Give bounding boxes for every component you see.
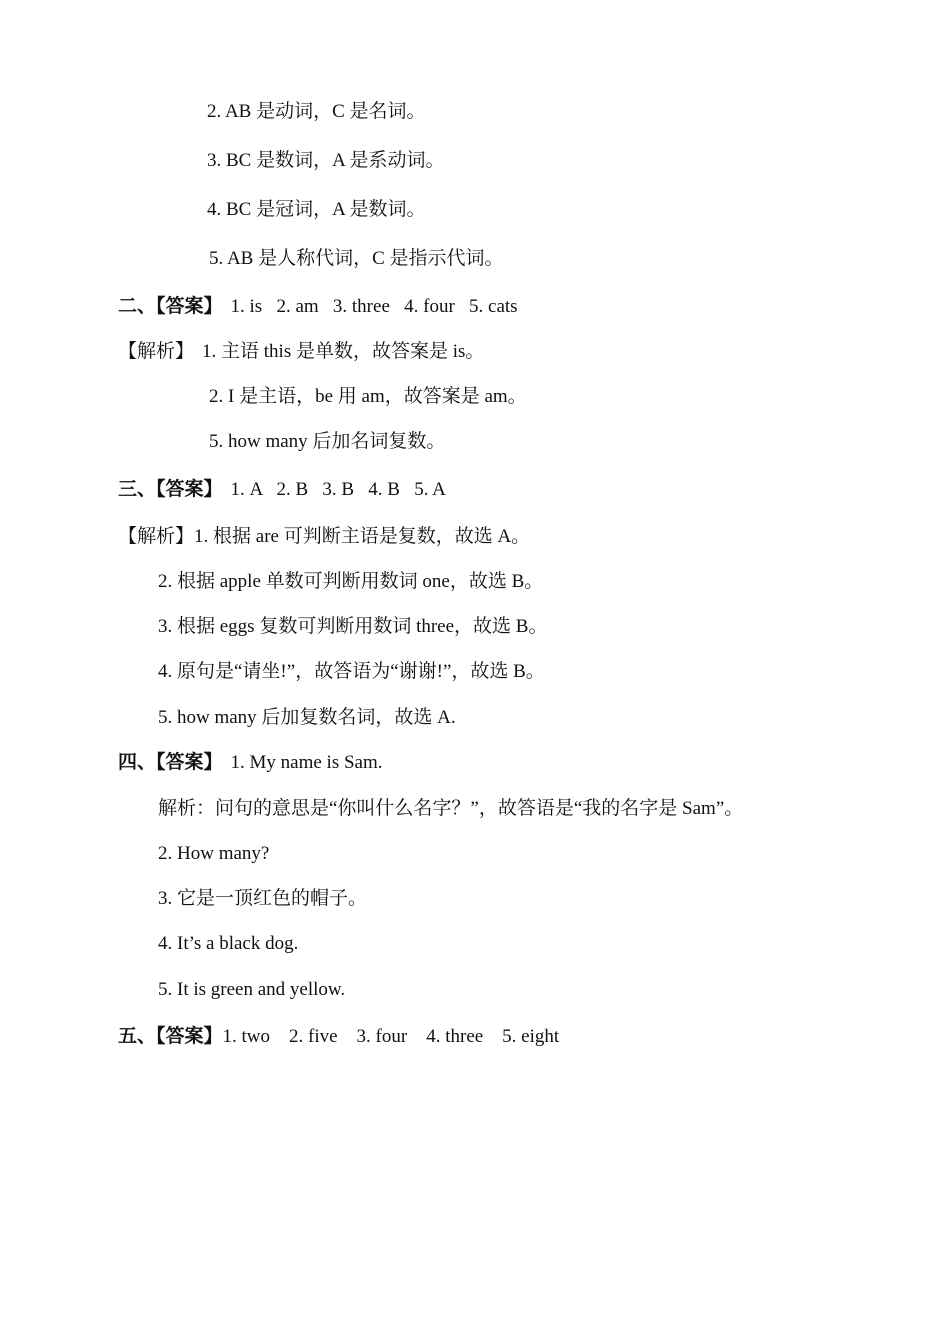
answer-key: 1. A 2. B 3. B 4. B 5. A	[230, 479, 446, 500]
analysis-line: 3. 根据 eggs 复数可判断用数词 three，故选 B。	[158, 616, 548, 637]
analysis-line: 5. how many 后加复数名词，故选 A.	[158, 707, 456, 728]
section-3-answer-row	[118, 478, 446, 502]
section-heading: 五、【答案】	[118, 1026, 223, 1047]
answer-key: 1. is 2. am 3. three 4. four 5. cats	[230, 296, 518, 317]
answer-key: 1. two 2. five 3. four 4. three 5. eight	[222, 1026, 560, 1047]
section-5-answer-row	[118, 1025, 559, 1049]
section-4-answer-row	[118, 751, 383, 775]
analysis-line: 4. BC 是冠词，A 是数词。	[207, 199, 426, 220]
answer-line: 5. It is green and yellow.	[158, 979, 346, 1000]
analysis-line: 解析：问句的意思是“你叫什么名字？”，故答语是“我的名字是 Sam”。	[158, 798, 744, 819]
analysis-line: 1. 主语 this 是单数，故答案是 is。	[202, 341, 485, 362]
section-heading: 三、【答案】	[118, 479, 223, 500]
analysis-line: 5. how many 后加名词复数。	[209, 431, 446, 452]
analysis-line: 2. I 是主语，be 用 am，故答案是 am。	[209, 386, 527, 407]
analysis-line: 4. 原句是“请坐!”，故答语为“谢谢!”，故选 B。	[158, 661, 545, 682]
section-3-analysis-row	[118, 525, 530, 549]
section-heading: 四、【答案】	[118, 752, 223, 773]
answer-line: 4. It’s a black dog.	[158, 933, 299, 954]
analysis-line: 2. AB 是动词，C 是名词。	[207, 101, 426, 122]
section-2-analysis-row	[118, 340, 484, 364]
analysis-label: 【解析】	[118, 526, 195, 547]
analysis-line: 5. AB 是人称代词，C 是指示代词。	[209, 248, 504, 269]
answer-line: 3. 它是一顶红色的帽子。	[158, 888, 368, 909]
analysis-label: 【解析】	[118, 341, 195, 362]
section-heading: 二、【答案】	[118, 296, 223, 317]
analysis-line: 1. 根据 are 可判断主语是复数，故选 A。	[194, 526, 531, 547]
section-2-answer-row	[118, 295, 518, 319]
answer-key: 1. My name is Sam.	[230, 752, 383, 773]
analysis-line: 3. BC 是数词，A 是系动词。	[207, 150, 445, 171]
analysis-line: 2. 根据 apple 单数可判断用数词 one，故选 B。	[158, 571, 544, 592]
answer-line: 2. How many?	[158, 843, 270, 864]
